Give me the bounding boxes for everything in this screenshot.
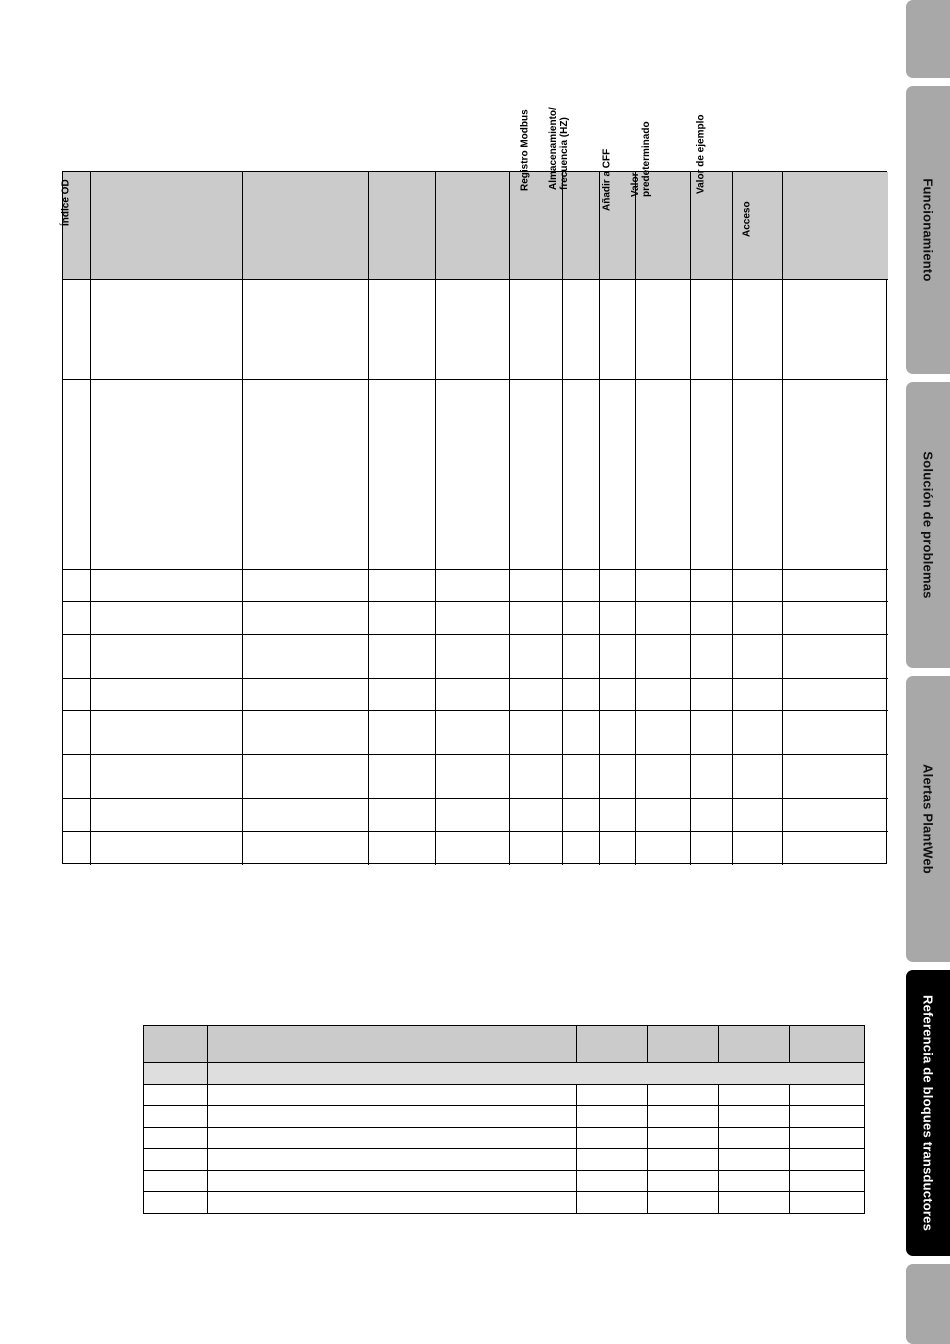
table-cell — [783, 832, 888, 865]
table-cell — [208, 1171, 577, 1192]
table-cell — [510, 832, 563, 865]
table-cell — [636, 711, 691, 755]
table-cell — [733, 635, 783, 679]
table-cell — [600, 280, 636, 380]
table-cell — [144, 1171, 208, 1192]
side-tab-funcionamiento[interactable] — [906, 86, 950, 374]
table-cell — [63, 755, 91, 799]
table-cell — [144, 1149, 208, 1171]
column-header-label: Acceso — [741, 201, 752, 238]
header-cell — [548, 107, 600, 280]
table-cell — [563, 570, 600, 602]
header-cell — [790, 1026, 864, 1063]
table-cell — [208, 1106, 577, 1128]
table-cell — [636, 570, 691, 602]
table-cell — [208, 1149, 577, 1171]
table-cell — [733, 280, 783, 380]
table-cell — [719, 1171, 790, 1192]
table-cell — [691, 570, 733, 602]
table-cell — [144, 1106, 208, 1128]
table-cell — [436, 280, 510, 380]
table-cell — [369, 755, 436, 799]
table-cell — [63, 380, 91, 570]
table-cell — [600, 755, 636, 799]
side-tab-label: Referencia de bloques transductores — [920, 994, 936, 1232]
table-cell — [733, 711, 783, 755]
table-cell — [369, 635, 436, 679]
table-cell — [600, 679, 636, 711]
table-cell — [91, 679, 243, 711]
table-cell — [436, 799, 510, 832]
table-cell — [91, 280, 243, 380]
table-cell — [691, 602, 733, 635]
table-cell — [563, 755, 600, 799]
table-cell — [243, 679, 369, 711]
table-cell — [719, 1128, 790, 1149]
table-cell — [369, 570, 436, 602]
table-cell — [636, 380, 691, 570]
table-cell — [636, 832, 691, 865]
header-cell — [91, 172, 243, 280]
column-header-label: Añadir a CFF — [601, 148, 612, 211]
table-cell — [510, 679, 563, 711]
table-cell — [577, 1085, 648, 1106]
table-cell — [63, 799, 91, 832]
table-cell — [783, 280, 888, 380]
table-cell — [733, 380, 783, 570]
table-cell — [63, 602, 91, 635]
table-cell — [733, 755, 783, 799]
header-cell — [648, 1026, 719, 1063]
table-cell — [510, 635, 563, 679]
table-cell — [563, 635, 600, 679]
table-cell — [563, 832, 600, 865]
table-cell — [636, 635, 691, 679]
table-cell — [648, 1128, 719, 1149]
header-cell — [243, 172, 369, 280]
table-cell — [563, 799, 600, 832]
table-cell — [563, 679, 600, 711]
table-cell — [369, 380, 436, 570]
table-cell — [144, 1128, 208, 1149]
header-cell — [630, 121, 691, 280]
table-cell — [369, 799, 436, 832]
table-cell — [783, 635, 888, 679]
table-cell — [63, 711, 91, 755]
table-cell — [733, 679, 783, 711]
table-cell — [783, 602, 888, 635]
table-cell — [733, 832, 783, 865]
table-cell — [144, 1085, 208, 1106]
side-tab-top[interactable] — [906, 0, 950, 78]
table-cell — [636, 755, 691, 799]
table-cell — [510, 570, 563, 602]
table-cell — [510, 280, 563, 380]
table-cell — [783, 380, 888, 570]
header-cell — [60, 172, 91, 280]
table-cell — [783, 570, 888, 602]
header-cell — [783, 172, 888, 280]
table-cell — [783, 711, 888, 755]
table-cell — [691, 711, 733, 755]
table-cell — [436, 711, 510, 755]
table-cell — [63, 570, 91, 602]
table-cell — [63, 832, 91, 865]
table-cell — [691, 380, 733, 570]
header-cell — [144, 1026, 208, 1063]
side-tab-bottom[interactable] — [906, 1264, 950, 1344]
band-cell-merged — [208, 1063, 864, 1085]
table-cell — [691, 832, 733, 865]
table-cell — [243, 380, 369, 570]
table-cell — [719, 1192, 790, 1213]
column-header-label: Almacenamiento/ frecuencia (HZ) — [548, 107, 570, 191]
table-cell — [63, 679, 91, 711]
table-cell — [91, 711, 243, 755]
table-cell — [63, 280, 91, 380]
table-cell — [436, 635, 510, 679]
table-cell — [648, 1171, 719, 1192]
table-cell — [790, 1085, 864, 1106]
table-cell — [91, 570, 243, 602]
column-header-label: Índice OD — [60, 179, 71, 227]
header-cell — [369, 172, 436, 280]
table-cell — [783, 755, 888, 799]
table-cell — [733, 799, 783, 832]
header-cell — [208, 1026, 577, 1063]
table-cell — [577, 1106, 648, 1128]
table-cell — [510, 755, 563, 799]
table-cell — [600, 602, 636, 635]
table-cell — [783, 679, 888, 711]
table-cell — [144, 1192, 208, 1213]
table-cell — [436, 570, 510, 602]
table-cell — [208, 1128, 577, 1149]
table-cell — [510, 799, 563, 832]
table-cell — [563, 380, 600, 570]
table-cell — [577, 1192, 648, 1213]
table-cell — [436, 679, 510, 711]
table-cell — [691, 280, 733, 380]
header-cell — [733, 172, 783, 280]
table-cell — [733, 602, 783, 635]
table-cell — [577, 1149, 648, 1171]
table-cell — [691, 679, 733, 711]
table-cell — [208, 1192, 577, 1213]
column-header-label: Valor predeterminado — [630, 121, 652, 198]
table-cell — [243, 602, 369, 635]
table-cell — [577, 1171, 648, 1192]
table-cell — [243, 755, 369, 799]
table-cell — [369, 602, 436, 635]
table-cell — [436, 380, 510, 570]
table-cell — [436, 832, 510, 865]
table-cell — [208, 1085, 577, 1106]
table-cell — [510, 602, 563, 635]
table-cell — [369, 679, 436, 711]
table-cell — [563, 711, 600, 755]
table-cell — [600, 570, 636, 602]
side-tab-referencia-de-bloques[interactable] — [906, 970, 950, 1256]
table-cell — [369, 832, 436, 865]
table-cell — [790, 1192, 864, 1213]
table-cell — [91, 755, 243, 799]
table-cell — [243, 570, 369, 602]
side-tab-label: Solución de problemas — [920, 451, 936, 599]
table-cell — [648, 1085, 719, 1106]
table-cell — [243, 635, 369, 679]
table-cell — [636, 799, 691, 832]
table-cell — [91, 602, 243, 635]
table-cell — [790, 1149, 864, 1171]
table-cell — [600, 635, 636, 679]
table-cell — [563, 280, 600, 380]
band-cell — [144, 1063, 208, 1085]
table-cell — [790, 1171, 864, 1192]
table-cell — [636, 280, 691, 380]
table-cell — [719, 1085, 790, 1106]
table-cell — [510, 380, 563, 570]
table-cell — [636, 602, 691, 635]
side-tab-label: Alertas PlantWeb — [920, 764, 936, 874]
table-cell — [719, 1106, 790, 1128]
table-cell — [691, 799, 733, 832]
table-cell — [648, 1106, 719, 1128]
table-cell — [436, 602, 510, 635]
table-cell — [790, 1106, 864, 1128]
header-cell — [691, 114, 733, 280]
table-cell — [91, 799, 243, 832]
table-cell — [600, 380, 636, 570]
table-cell — [600, 832, 636, 865]
column-header-label: Registro Modbus — [519, 109, 531, 192]
table-cell — [691, 755, 733, 799]
table-cell — [63, 635, 91, 679]
table-cell — [648, 1192, 719, 1213]
table-cell — [648, 1149, 719, 1171]
table-cell — [243, 280, 369, 380]
table-cell — [577, 1128, 648, 1149]
table-cell — [600, 799, 636, 832]
table-cell — [243, 832, 369, 865]
table-cell — [510, 711, 563, 755]
parameter-table — [60, 107, 887, 864]
table-cell — [436, 755, 510, 799]
side-tab-solucion-de-problemas[interactable] — [906, 382, 950, 668]
table-cell — [369, 711, 436, 755]
table-cell — [600, 711, 636, 755]
table-cell — [733, 570, 783, 602]
side-tab-label: Funcionamiento — [920, 178, 936, 282]
table-cell — [563, 602, 600, 635]
table-cell — [91, 635, 243, 679]
table-cell — [783, 799, 888, 832]
side-tab-alertas-plantweb[interactable] — [906, 676, 950, 962]
table-cell — [790, 1128, 864, 1149]
table-cell — [91, 832, 243, 865]
header-cell — [436, 172, 510, 280]
table-cell — [243, 711, 369, 755]
table-cell — [719, 1149, 790, 1171]
header-cell — [719, 1026, 790, 1063]
table-cell — [691, 635, 733, 679]
column-header-label: Valor de ejemplo — [695, 114, 706, 194]
table-cell — [636, 679, 691, 711]
table-cell — [243, 799, 369, 832]
table-cell — [91, 380, 243, 570]
summary-table — [143, 1025, 865, 1214]
header-cell — [577, 1026, 648, 1063]
table-cell — [369, 280, 436, 380]
